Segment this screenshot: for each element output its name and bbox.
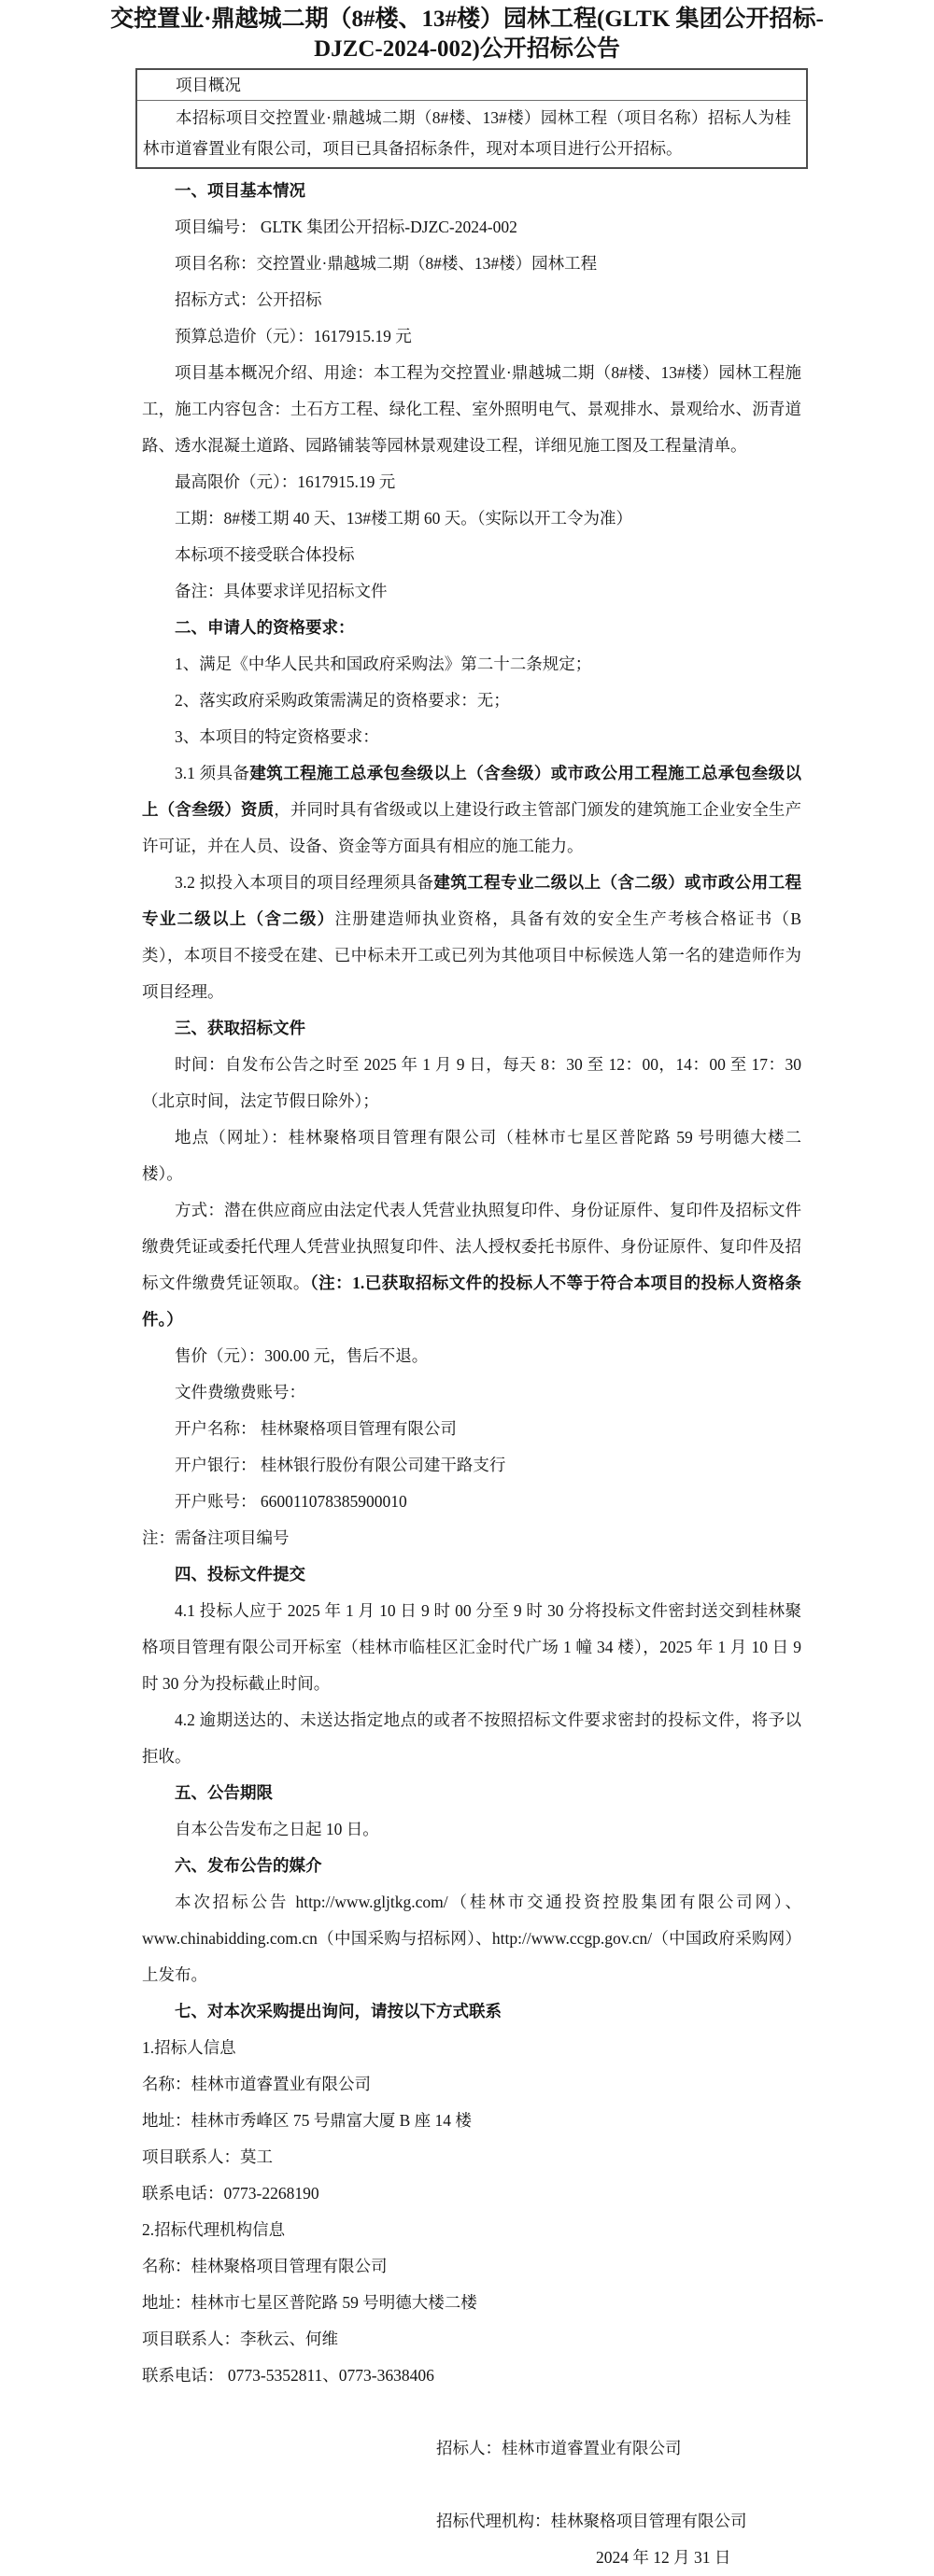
para-fee-account-label: 文件费缴费账号：: [175, 1383, 305, 1401]
q31-pre: 3.1 须具备: [175, 764, 250, 782]
para-qualification-3: 3、本项目的特定资格要求：: [175, 727, 379, 746]
method-pre: 方式：潜在供应商应由法定代表人凭营业执照复印件、身份证原件、复印件及招标文件缴费凭证或委托代理人凭营业执照复印件、法人授权委托书原件、身份证原件、复印件及招标文件缴费凭证领取。: [142, 1201, 801, 1292]
method-note-bold: （注：1.已获取招标文件的投标人不等于符合本项目的投标人资格条件。）: [142, 1274, 802, 1329]
para-duration: 工期：8#楼工期 40 天、13#楼工期 60 天。（实际以开工令为准）: [175, 509, 632, 528]
para-account-note: 注：需备注项目编号: [142, 1528, 290, 1547]
section1-heading: 一、项目基本情况: [175, 181, 305, 200]
para-agency-contact: 项目联系人：李秋云、何维: [142, 2330, 338, 2348]
para-agency-address: 地址：桂林市七星区普陀路 59 号明德大楼二楼: [142, 2293, 477, 2312]
para-qualification-3-1: [142, 755, 801, 865]
para-max-price: 最高限价（元）：1617915.19 元: [175, 472, 396, 491]
para-obtain-method: [142, 1192, 801, 1338]
signature-agency: 招标代理机构：桂林聚格项目管理有限公司: [436, 2512, 747, 2530]
blank-line: [142, 2394, 801, 2430]
document-title: 交控置业·鼎越城二期（8#楼、13#楼）园林工程(GLTK 集团公开招标-DJZC-2024-002)公开招标公告: [110, 7, 824, 62]
para-no-consortium: 本标项不接受联合体投标: [175, 545, 355, 564]
para-qualification-3-2: [142, 865, 801, 1010]
para-account-name: 开户名称： 桂林聚格项目管理有限公司: [175, 1419, 457, 1438]
section3-heading: 三、获取招标文件: [175, 1019, 305, 1037]
q32-pre: 3.2 拟投入本项目的项目经理须具备: [175, 873, 434, 892]
para-doc-price: 售价（元）：300.00 元，售后不退。: [175, 1346, 429, 1365]
overview-body-text: 本招标项目交控置业·鼎越城二期（8#楼、13#楼）园林工程（项目名称）招标人为桂林市道睿置业有限公司，项目已具备招标条件，现对本项目进行公开招标。: [143, 108, 791, 158]
q31-bold: 建筑工程施工总承包叁级以上（含叁级）或市政公用工程施工总承包叁级以上（含叁级）资质: [142, 764, 801, 819]
document-body: [142, 68, 801, 2576]
signature-tenderer: 招标人：桂林市道睿置业有限公司: [436, 2439, 682, 2457]
section7-heading: 七、对本次采购提出询问，请按以下方式联系: [175, 2002, 502, 2020]
para-bank: 开户银行： 桂林银行股份有限公司建干路支行: [175, 1456, 506, 1474]
project-overview-box: [135, 68, 808, 169]
para-tenderer-name: 名称：桂林市道睿置业有限公司: [142, 2075, 371, 2093]
section4-heading: 四、投标文件提交: [175, 1565, 305, 1584]
para-announcement-period: 自本公告发布之日起 10 日。: [175, 1820, 379, 1838]
para-agency-label: 2.招标代理机构信息: [142, 2220, 286, 2239]
para-agency-phone: 联系电话： 0773-5352811、0773-3638406: [142, 2366, 434, 2385]
section5-heading: 五、公告期限: [175, 1783, 273, 1802]
para-submit-4-2: 4.2 逾期送达的、未送达指定地点的或者不按照招标文件要求密封的投标文件，将予以拒收。: [142, 1710, 801, 1766]
para-project-name: 项目名称：交控置业·鼎越城二期（8#楼、13#楼）园林工程: [175, 254, 598, 273]
q32-bold: 建筑工程专业二级以上（含二级）或市政公用工程专业二级以上（含二级）: [142, 873, 802, 928]
para-tenderer-label: 1.招标人信息: [142, 2038, 236, 2057]
para-account-no: 开户账号： 660011078385900010: [175, 1492, 407, 1511]
para-agency-name: 名称：桂林聚格项目管理有限公司: [142, 2257, 388, 2275]
para-qualification-1: 1、满足《中华人民共和国政府采购法》第二十二条规定；: [175, 655, 592, 673]
para-obtain-time: 时间：自发布公告之时至 2025 年 1 月 9 日，每天 8：30 至 12：00，14：00 至 17：30（北京时间，法定节假日除外）；: [142, 1055, 801, 1110]
para-obtain-place: 地点（网址）：桂林聚格项目管理有限公司（桂林市七星区普陀路 59 号明德大楼二楼）。: [142, 1128, 801, 1183]
blank-line: [142, 2467, 801, 2503]
para-bid-method: 招标方式：公开招标: [175, 290, 322, 309]
para-publish-media: 本次招标公告 http://www.gljtkg.com/（桂林市交通投资控股集团有限公司网）、www.chinabidding.com.cn（中国采购与招标网）、http://www.ccgp.gov.cn/（中国政府采购网）上发布。: [142, 1893, 801, 1984]
para-tenderer-contact: 项目联系人：莫工: [142, 2147, 273, 2166]
overview-header: 项目概况: [137, 70, 806, 101]
section2-heading: 二、申请人的资格要求：: [175, 618, 355, 637]
q31-post: ，并同时具有省级或以上建设行政主管部门颁发的建筑施工企业安全生产许可证，并在人员、设备、资金等方面具有相应的施工能力。: [142, 800, 802, 855]
para-tenderer-address: 地址：桂林市秀峰区 75 号鼎富大厦 B 座 14 楼: [142, 2111, 472, 2130]
para-remark: 备注：具体要求详见招标文件: [175, 582, 388, 600]
signature-date: 2024 年 12 月 31 日: [596, 2548, 731, 2567]
para-project-no: 项目编号： GLTK 集团公开招标-DJZC-2024-002: [175, 218, 517, 236]
para-submit-4-1: 4.1 投标人应于 2025 年 1 月 10 日 9 时 00 分至 9 时 30 分将投标文件密封送交到桂林聚格项目管理有限公司开标室（桂林市临桂区汇金时代广场 1 幢 34 楼），2025 年 1 月 10 日 9 时 30 分为投标截止时间。: [142, 1601, 801, 1693]
section6-heading: 六、发布公告的媒介: [175, 1856, 322, 1875]
para-qualification-2: 2、落实政府采购政策需满足的资格要求：无；: [175, 691, 510, 710]
q32-post: 注册建造师执业资格，具备有效的安全生产考核合格证书（B 类），本项目不接受在建、已中标未开工或已列为其他项目中标候选人第一名的建造师作为项目经理。: [142, 909, 801, 1001]
para-budget-total: 预算总造价（元）：1617915.19 元: [175, 327, 412, 345]
para-overview-usage: 项目基本概况介绍、用途：本工程为交控置业·鼎越城二期（8#楼、13#楼）园林工程施工，施工内容包含：土石方工程、绿化工程、室外照明电气、景观排水、景观给水、沥青道路、透水混凝土道路、园路铺装等园林景观建设工程，详细见施工图及工程量清单。: [142, 363, 801, 455]
paragraphs: [142, 173, 801, 2576]
para-tenderer-phone: 联系电话：0773-2268190: [142, 2184, 319, 2203]
